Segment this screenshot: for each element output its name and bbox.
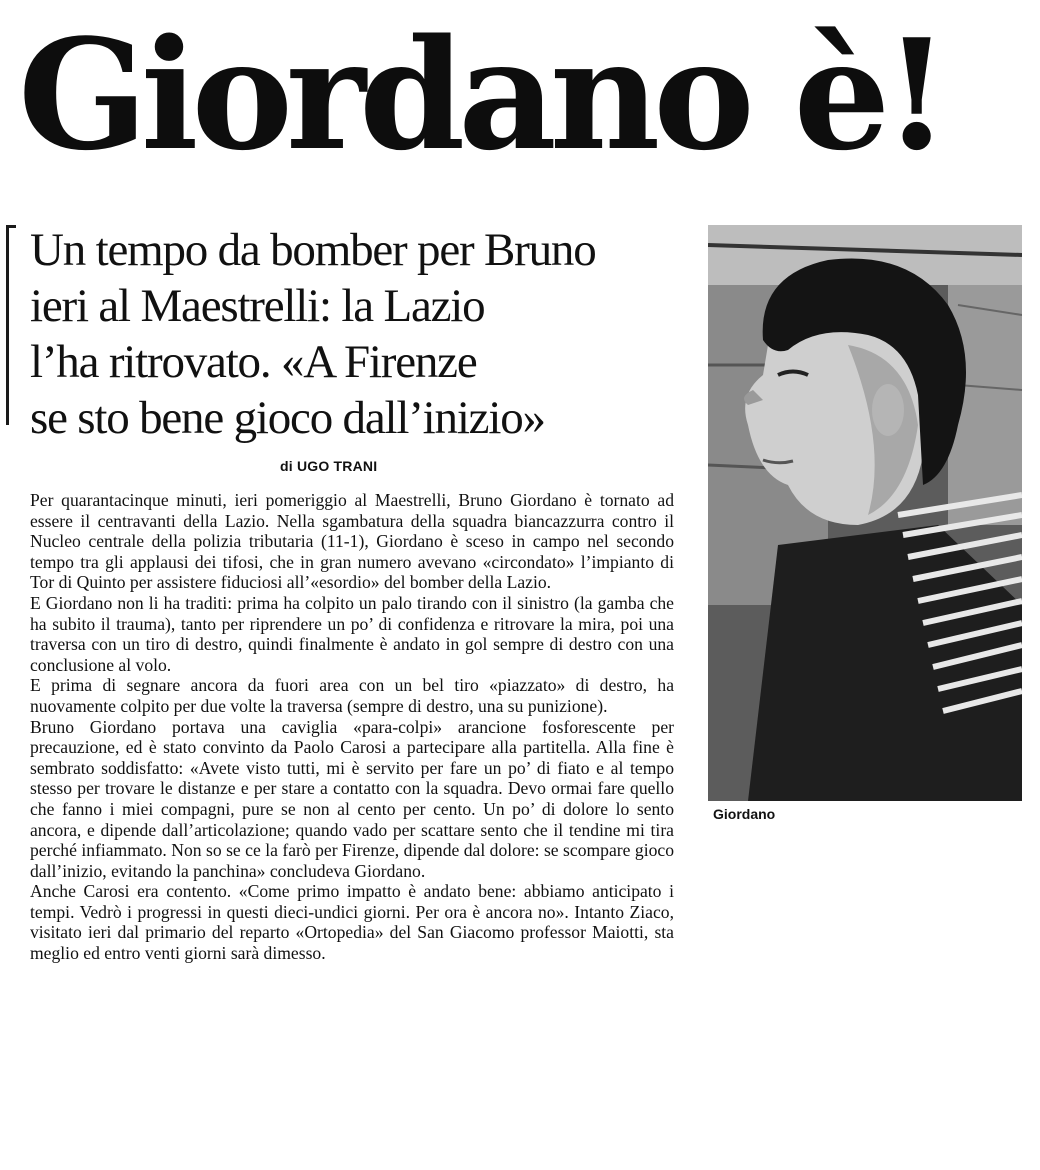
byline (280, 458, 377, 474)
article-paragraph: Bruno Giordano portava una caviglia «para-colpi» arancione fosforescente per precauzione, ed è stato convinto da Paolo Carosi a partecipare alla partitella. Alla fine è sembrato soddisfatto: «Avete visto tutti, mi è servito per fare un po’ di fiato e al tempo stesso per trovare le distanze e per stare a contatto con la squadra. Devo ormai fare quello che fanno i miei compagni, pure se non al cento per cento. Un po’ di dolore lo sento ancora, e dipende dall’articolazione; quando vado per scattare sento che il tendine mi tira perché infiammato. Non so se ce la farò per Firenze, dipende dal dolore: se scompare gioco dall’inizio, evitando la panchina» concludeva Giordano. (30, 716, 674, 881)
subheadline (30, 222, 700, 446)
subheadline-line: l’ha ritrovato. «A Firenze (30, 336, 477, 388)
portrait-photo (708, 225, 1022, 801)
column-rule-tick (6, 225, 16, 228)
article-paragraph: Per quarantacinque minuti, ieri pomeriggio al Maestrelli, Bruno Giordano è tornato ad essere il centravanti della Lazio. Nella sgambatura della squadra biancazzurra contro il Nucleo centrale della polizia tributaria (11-1), Giordano è sceso in campo nel secondo tempo tra gli applausi dei tifosi, che in gran numero avevano «circondato» l’impianto di Tor di Quinto per assistere fiduciosi all’«esordio» del bomber della Lazio. (30, 490, 674, 593)
article-paragraph: E Giordano non li ha traditi: prima ha colpito un palo tirando con il sinistro (la gamba che ha subito il trauma), tanto per riprendere un po’ di confidenza e ritrovare la mira, poi una traversa con un tiro di destro, quindi finalmente è andato in gol sempre di destro con una conclusione al volo. (30, 592, 674, 675)
byline-author: UGO TRANI (296, 458, 378, 474)
article-paragraph: E prima di segnare ancora da fuori area con un bel tiro «piazzato» di destro, ha nuovamente colpito per due volte la traversa (sempre di destro, una su punizione). (30, 675, 674, 716)
subheadline-line: Un tempo da bomber per Bruno (30, 224, 596, 276)
portrait-illustration (708, 225, 1022, 801)
byline-prefix: di (280, 458, 293, 474)
subheadline-line: se sto bene gioco dall’inizio» (30, 392, 545, 444)
column-rule (6, 225, 9, 425)
subheadline-line: ieri al Maestrelli: la Lazio (30, 280, 485, 332)
article-paragraph: Anche Carosi era contento. «Come primo impatto è andato bene: abbiamo anticipato i tempi. Vedrò i progressi in questi dieci-undici giorni. Per ora è ancora no». Intanto Ziaco, visitato ieri dal primario del reparto «Ortopedia» del San Giacomo professor Maiotti, sta meglio ed entro venti giorni sarà dimesso. (30, 881, 674, 964)
photo-caption: Giordano (713, 806, 776, 822)
article-body (30, 490, 674, 964)
headline: Giordano è! (18, 5, 944, 184)
